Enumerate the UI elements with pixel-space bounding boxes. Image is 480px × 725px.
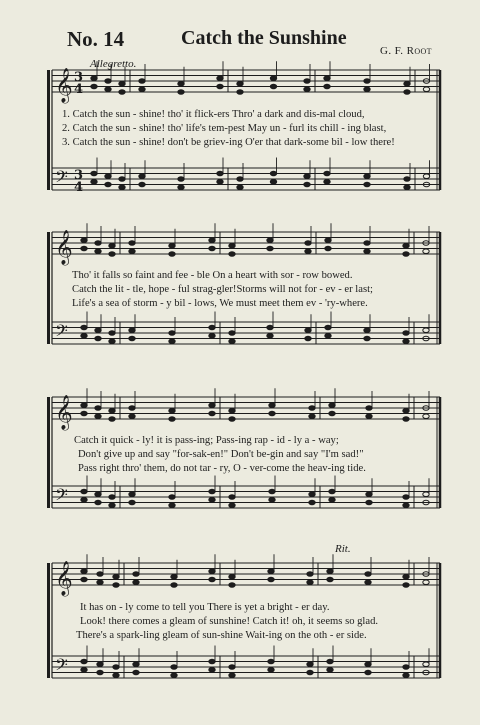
note-head <box>129 492 135 497</box>
note-head <box>209 403 215 408</box>
note-head <box>133 580 139 585</box>
note-head <box>169 339 175 344</box>
bass-clef-icon: 𝄢 <box>55 166 68 191</box>
note-head <box>365 670 371 675</box>
note-head <box>91 171 97 176</box>
note-head <box>169 252 175 257</box>
note-head <box>109 503 115 508</box>
note-head <box>178 177 184 182</box>
note-head <box>423 414 429 419</box>
note-head <box>403 339 409 344</box>
note-head <box>171 673 177 678</box>
note-head <box>270 179 276 184</box>
note-head <box>209 577 215 582</box>
note-head <box>403 495 409 500</box>
note-head <box>113 583 119 588</box>
composer-credit: G. F. Root <box>380 45 432 57</box>
note-head <box>129 249 135 254</box>
note-head <box>403 673 409 678</box>
note-head <box>209 333 215 338</box>
note-head <box>307 580 313 585</box>
note-head <box>329 497 335 502</box>
note-head <box>209 325 215 330</box>
note-head <box>267 238 273 243</box>
note-head <box>365 662 371 667</box>
lyric-line: Catch the lit - tle, hope - ful strag-gler!Storms will not for - ev - er last; <box>72 284 373 295</box>
note-head <box>81 497 87 502</box>
note-head <box>324 84 330 89</box>
bass-clef-icon: 𝄢 <box>55 484 68 509</box>
note-head <box>423 174 429 179</box>
hymn-number: No. 14 <box>67 27 125 51</box>
note-head <box>133 670 139 675</box>
note-head <box>81 577 87 582</box>
note-head <box>404 185 410 190</box>
note-head <box>229 583 235 588</box>
system-brace <box>47 232 50 344</box>
note-head <box>269 403 275 408</box>
note-head <box>129 328 135 333</box>
note-head <box>229 408 235 413</box>
bass-clef-icon: 𝄢 <box>55 320 68 345</box>
note-head <box>169 503 175 508</box>
system-brace <box>47 70 50 190</box>
note-head <box>364 249 370 254</box>
note-head <box>269 411 275 416</box>
note-head <box>304 87 310 92</box>
note-head <box>423 662 429 667</box>
note-head <box>364 87 370 92</box>
note-head <box>217 179 223 184</box>
note-head <box>91 76 97 81</box>
time-signature-top: 3 <box>74 70 84 85</box>
note-head <box>364 336 370 341</box>
note-head <box>97 572 103 577</box>
note-head <box>81 238 87 243</box>
note-head <box>229 252 235 257</box>
lyric-line: Pass right thro' them, do not tar - ry, O - ver-come the heav-ing tide. <box>78 463 366 474</box>
note-head <box>109 339 115 344</box>
note-head <box>95 328 101 333</box>
note-head <box>403 408 409 413</box>
note-head <box>325 325 331 330</box>
note-head <box>217 76 223 81</box>
note-head <box>81 333 87 338</box>
note-head <box>109 408 115 413</box>
note-head <box>304 79 310 84</box>
note-head <box>403 583 409 588</box>
ritardando-marking: Rit. <box>335 543 351 555</box>
note-head <box>95 406 101 411</box>
note-head <box>423 87 429 92</box>
note-head <box>327 667 333 672</box>
note-head <box>304 182 310 187</box>
note-head <box>305 328 311 333</box>
note-head <box>269 497 275 502</box>
note-head <box>169 331 175 336</box>
note-head <box>95 249 101 254</box>
note-head <box>270 76 276 81</box>
note-head <box>217 84 223 89</box>
note-head <box>171 574 177 579</box>
note-head <box>365 572 371 577</box>
note-head <box>81 411 87 416</box>
note-head <box>91 84 97 89</box>
lyric-line: 1. Catch the sun - shine! tho' it flick-ers Thro' a dark and dis-mal cloud, <box>62 109 365 120</box>
note-head <box>81 325 87 330</box>
lyric-line: There's a spark-ling gleam of sun-shine Wait-ing on the oth - er side. <box>76 630 367 641</box>
note-head <box>119 185 125 190</box>
note-head <box>366 500 372 505</box>
note-head <box>404 177 410 182</box>
note-head <box>309 406 315 411</box>
note-head <box>81 667 87 672</box>
note-head <box>95 492 101 497</box>
note-head <box>169 408 175 413</box>
note-head <box>237 177 243 182</box>
treble-clef-icon: 𝄞 <box>55 68 73 103</box>
note-head <box>403 503 409 508</box>
note-head <box>95 414 101 419</box>
note-head <box>329 489 335 494</box>
note-head <box>97 670 103 675</box>
note-head <box>109 417 115 422</box>
note-head <box>329 411 335 416</box>
note-head <box>267 333 273 338</box>
note-head <box>229 417 235 422</box>
note-head <box>81 489 87 494</box>
note-head <box>97 662 103 667</box>
lyric-line: 3. Catch the sun - shine! don't be griev-ing O'er that dark-some bil - low there! <box>62 137 395 148</box>
note-head <box>327 659 333 664</box>
lyric-line: Tho' it falls so faint and fee - ble On a heart with sor - row bowed. <box>72 270 353 281</box>
note-head <box>305 241 311 246</box>
note-head <box>325 238 331 243</box>
note-head <box>307 670 313 675</box>
note-head <box>329 403 335 408</box>
note-head <box>327 569 333 574</box>
note-head <box>268 569 274 574</box>
note-head <box>229 339 235 344</box>
note-head <box>105 182 111 187</box>
treble-clef-icon: 𝄞 <box>55 230 73 265</box>
note-head <box>325 246 331 251</box>
note-head <box>113 673 119 678</box>
note-head <box>97 580 103 585</box>
note-head <box>105 79 111 84</box>
note-head <box>209 667 215 672</box>
note-head <box>268 577 274 582</box>
note-head <box>229 673 235 678</box>
note-head <box>105 87 111 92</box>
note-head <box>403 331 409 336</box>
system-brace <box>47 397 50 508</box>
note-head <box>81 659 87 664</box>
tempo-marking: Allegretto. <box>90 58 137 70</box>
treble-clef-icon: 𝄞 <box>55 395 73 430</box>
note-head <box>178 185 184 190</box>
note-head <box>217 171 223 176</box>
note-head <box>113 665 119 670</box>
note-head <box>366 406 372 411</box>
note-head <box>307 572 313 577</box>
note-head <box>209 238 215 243</box>
note-head <box>133 572 139 577</box>
note-head <box>209 411 215 416</box>
note-head <box>109 243 115 248</box>
note-head <box>91 179 97 184</box>
note-head <box>95 241 101 246</box>
note-head <box>404 81 410 86</box>
time-signature-bottom: 4 <box>74 180 84 195</box>
note-head <box>364 241 370 246</box>
note-head <box>209 489 215 494</box>
note-head <box>209 569 215 574</box>
note-head <box>81 569 87 574</box>
note-head <box>81 403 87 408</box>
note-head <box>178 81 184 86</box>
lyric-line: It has on - ly come to tell you There is yet a bright - er day. <box>80 602 330 613</box>
note-head <box>95 500 101 505</box>
time-signature-bottom: 4 <box>74 82 84 97</box>
note-head <box>267 246 273 251</box>
lyric-line: Catch it quick - ly! it is pass-ing; Pass-ing rap - id - ly a - way; <box>74 435 339 446</box>
note-head <box>119 90 125 95</box>
note-head <box>109 331 115 336</box>
note-head <box>229 331 235 336</box>
lyric-line: Life's a sea of storm - y bil - lows, We must meet them ev - 'ry-where. <box>72 298 368 309</box>
note-head <box>209 659 215 664</box>
note-head <box>270 171 276 176</box>
note-head <box>139 79 145 84</box>
note-head <box>307 662 313 667</box>
note-head <box>366 492 372 497</box>
note-head <box>81 246 87 251</box>
note-head <box>129 336 135 341</box>
note-head <box>169 495 175 500</box>
note-head <box>364 79 370 84</box>
note-head <box>169 417 175 422</box>
note-head <box>268 659 274 664</box>
note-head <box>229 574 235 579</box>
note-head <box>109 495 115 500</box>
lyric-line: 2. Catch the sun - shine! tho' life's tem-pest May un - furl its chill - ing blast, <box>62 123 387 134</box>
note-head <box>171 665 177 670</box>
note-head <box>324 171 330 176</box>
note-head <box>403 574 409 579</box>
note-head <box>129 414 135 419</box>
note-head <box>364 182 370 187</box>
note-head <box>305 249 311 254</box>
note-head <box>365 580 371 585</box>
note-head <box>119 81 125 86</box>
note-head <box>229 503 235 508</box>
note-head <box>129 241 135 246</box>
note-head <box>105 174 111 179</box>
note-head <box>139 87 145 92</box>
note-head <box>139 174 145 179</box>
note-head <box>324 179 330 184</box>
note-head <box>237 81 243 86</box>
note-head <box>171 583 177 588</box>
note-head <box>178 90 184 95</box>
note-head <box>403 417 409 422</box>
note-head <box>113 574 119 579</box>
note-head <box>403 665 409 670</box>
note-head <box>366 414 372 419</box>
note-head <box>423 492 429 497</box>
note-head <box>229 495 235 500</box>
system-brace <box>47 563 50 678</box>
note-head <box>267 325 273 330</box>
note-head <box>270 84 276 89</box>
note-head <box>423 249 429 254</box>
note-head <box>364 174 370 179</box>
note-head <box>229 243 235 248</box>
note-head <box>325 333 331 338</box>
note-head <box>209 497 215 502</box>
lyric-line: Don't give up and say "for-sak-en!" Don't be-gin and say "I'm sad!" <box>78 449 364 460</box>
note-head <box>309 414 315 419</box>
note-head <box>95 336 101 341</box>
note-head <box>364 328 370 333</box>
note-head <box>268 667 274 672</box>
note-head <box>309 500 315 505</box>
note-head <box>404 90 410 95</box>
bass-clef-icon: 𝄢 <box>55 654 68 679</box>
treble-clef-icon: 𝄞 <box>55 561 73 596</box>
note-head <box>327 577 333 582</box>
note-head <box>129 406 135 411</box>
note-head <box>309 492 315 497</box>
lyric-line: Look! there comes a gleam of sunshine! Catch it! oh, it seems so glad. <box>80 616 379 627</box>
note-head <box>423 580 429 585</box>
note-head <box>304 174 310 179</box>
note-head <box>209 246 215 251</box>
note-head <box>169 243 175 248</box>
note-head <box>269 489 275 494</box>
time-signature-top: 3 <box>74 168 84 183</box>
note-head <box>129 500 135 505</box>
note-head <box>403 252 409 257</box>
note-head <box>403 243 409 248</box>
note-head <box>229 665 235 670</box>
note-head <box>423 328 429 333</box>
note-head <box>324 76 330 81</box>
note-head <box>109 252 115 257</box>
hymn-title: Catch the Sunshine <box>181 27 347 49</box>
note-head <box>237 185 243 190</box>
note-head <box>133 662 139 667</box>
note-head <box>305 336 311 341</box>
note-head <box>119 177 125 182</box>
note-head <box>237 90 243 95</box>
note-head <box>139 182 145 187</box>
